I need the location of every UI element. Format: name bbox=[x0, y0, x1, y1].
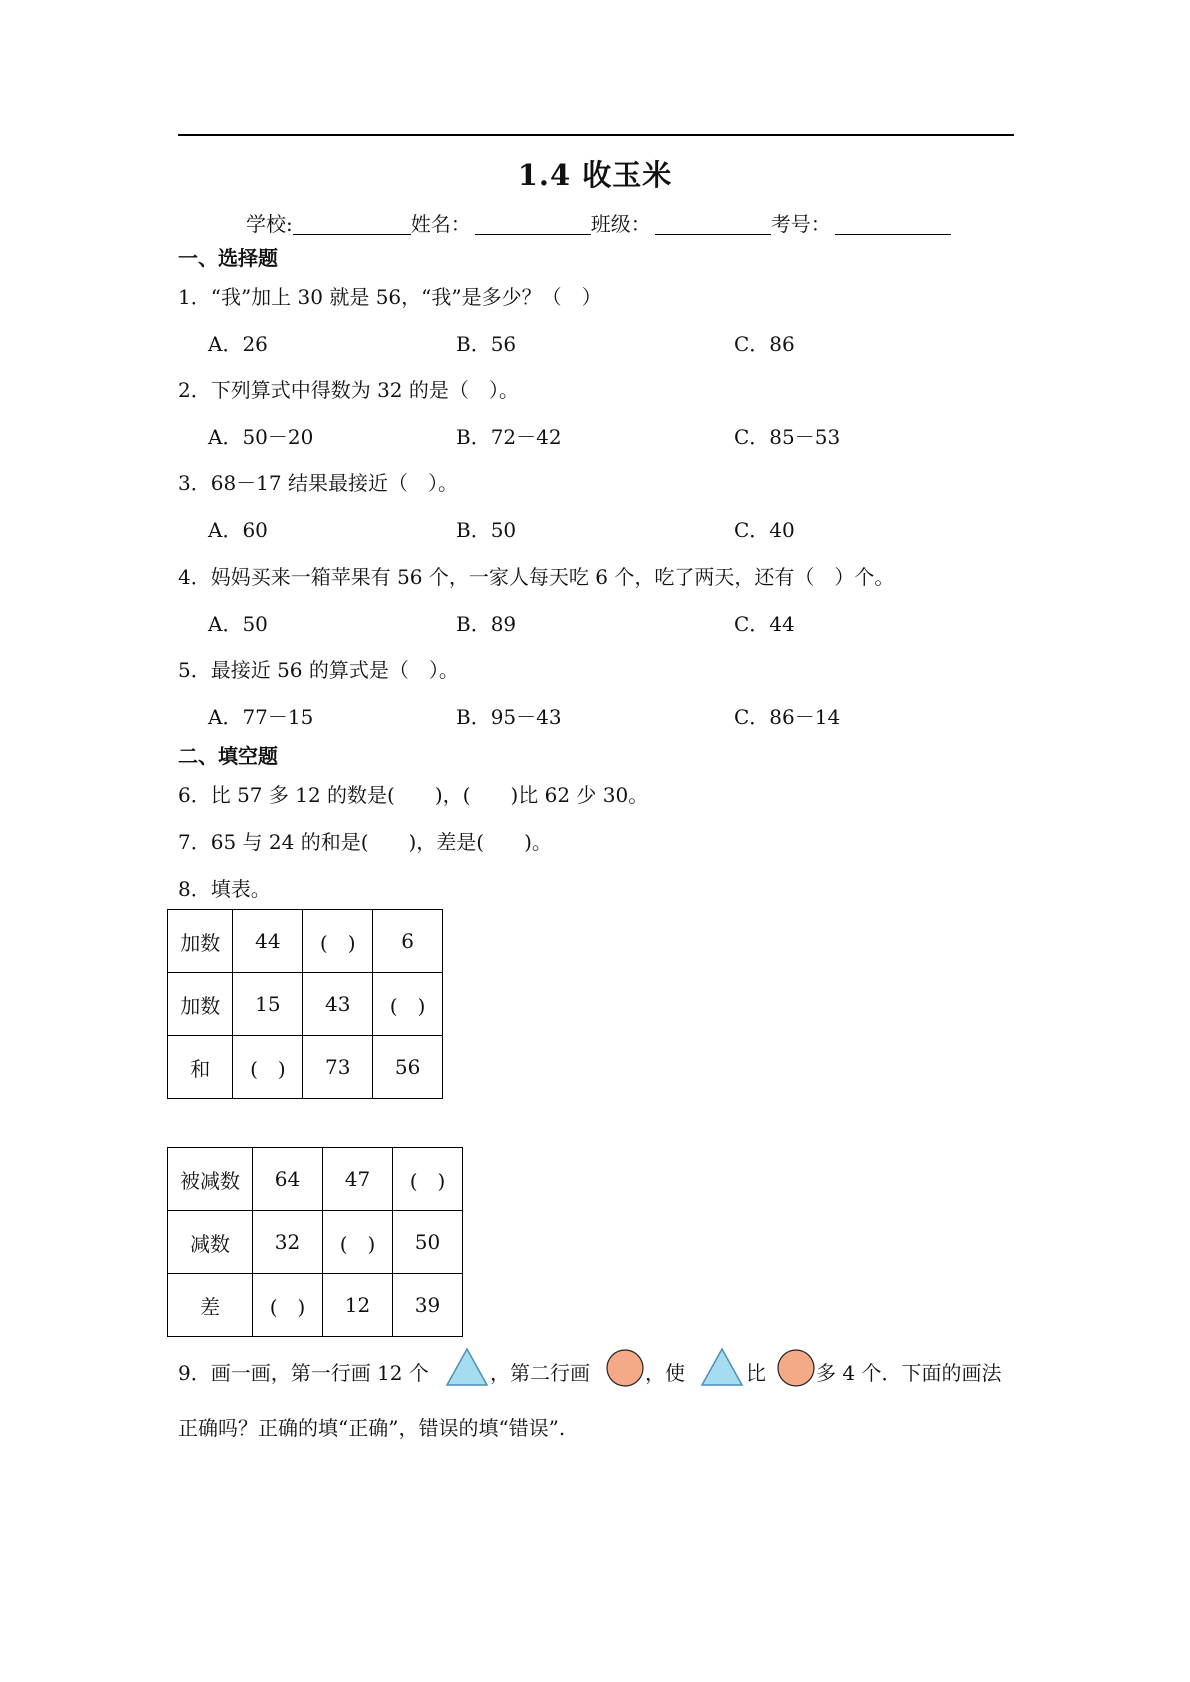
question-9-part3: ，使 bbox=[645, 1361, 685, 1385]
table-cell: 50 bbox=[392, 1211, 462, 1274]
q3-option-b[interactable]: B．50 bbox=[456, 518, 517, 542]
table-cell: 差 bbox=[168, 1274, 253, 1337]
q4-option-a[interactable]: A．50 bbox=[208, 612, 268, 636]
table-cell: 和 bbox=[168, 1036, 233, 1099]
question-9-part2: ，第二行画 bbox=[490, 1361, 590, 1385]
table-cell: 47 bbox=[323, 1148, 393, 1211]
table-cell: 44 bbox=[233, 910, 303, 973]
top-rule bbox=[178, 134, 1014, 136]
name-blank[interactable] bbox=[475, 212, 591, 235]
name-label: 姓名： bbox=[410, 212, 471, 236]
circle-icon bbox=[605, 1348, 645, 1388]
exam-blank[interactable] bbox=[835, 212, 951, 235]
circle-icon bbox=[776, 1348, 816, 1388]
question-6: 6．比 57 多 12 的数是( )，( )比 62 少 30。 bbox=[178, 783, 649, 807]
q2-option-a[interactable]: A．50－20 bbox=[208, 425, 314, 449]
table-cell-blank[interactable]: ( ) bbox=[253, 1274, 323, 1337]
school-label: 学校: bbox=[246, 212, 293, 236]
q4-option-b[interactable]: B．89 bbox=[456, 612, 517, 636]
question-4: 4．妈妈买来一箱苹果有 56 个，一家人每天吃 6 个，吃了两天，还有（ ）个。 bbox=[178, 565, 895, 589]
subtraction-table bbox=[167, 1147, 463, 1337]
q1-option-c[interactable]: C．86 bbox=[734, 332, 795, 356]
question-1: 1．“我”加上 30 就是 56，“我”是多少？（ ） bbox=[178, 285, 602, 309]
question-9-part4: 比 bbox=[746, 1361, 766, 1385]
question-9-line2: 正确吗？正确的填“正确”，错误的填“错误”. bbox=[178, 1416, 566, 1440]
exam-label: 考号： bbox=[770, 212, 831, 236]
q2-option-b[interactable]: B．72－42 bbox=[456, 425, 562, 449]
section-choice: 一、选择题 bbox=[178, 246, 278, 270]
q5-option-c[interactable]: C．86－14 bbox=[734, 705, 841, 729]
section-fill: 二、填空题 bbox=[178, 744, 278, 768]
student-info-line bbox=[246, 208, 951, 237]
table-cell: 6 bbox=[373, 910, 443, 973]
table-cell-blank[interactable]: ( ) bbox=[303, 910, 373, 973]
question-2: 2．下列算式中得数为 32 的是（ ）。 bbox=[178, 378, 519, 402]
table-cell: 12 bbox=[323, 1274, 393, 1337]
table-cell: 加数 bbox=[168, 910, 233, 973]
table-cell: 减数 bbox=[168, 1211, 253, 1274]
addition-table bbox=[167, 909, 443, 1099]
table-cell: 15 bbox=[233, 973, 303, 1036]
q1-option-a[interactable]: A．26 bbox=[208, 332, 268, 356]
table-cell-blank[interactable]: ( ) bbox=[392, 1148, 462, 1211]
table-cell-blank[interactable]: ( ) bbox=[373, 973, 443, 1036]
question-5: 5．最接近 56 的算式是（ ）。 bbox=[178, 658, 459, 682]
school-blank[interactable] bbox=[293, 212, 411, 235]
question-8: 8．填表。 bbox=[178, 877, 271, 901]
table-cell-blank[interactable]: ( ) bbox=[233, 1036, 303, 1099]
table-cell: 32 bbox=[253, 1211, 323, 1274]
question-9-part5: 多 4 个．下面的画法 bbox=[816, 1361, 1002, 1385]
page-title: 1.4 收玉米 bbox=[517, 158, 673, 192]
q1-option-b[interactable]: B．56 bbox=[456, 332, 517, 356]
triangle-icon bbox=[700, 1347, 744, 1387]
class-label: 班级： bbox=[590, 212, 651, 236]
table-cell-blank[interactable]: ( ) bbox=[323, 1211, 393, 1274]
table-cell: 39 bbox=[392, 1274, 462, 1337]
question-7: 7．65 与 24 的和是( )，差是( )。 bbox=[178, 830, 552, 854]
table-cell: 被减数 bbox=[168, 1148, 253, 1211]
table-cell: 加数 bbox=[168, 973, 233, 1036]
q2-option-c[interactable]: C．85－53 bbox=[734, 425, 841, 449]
q5-option-a[interactable]: A．77－15 bbox=[208, 705, 314, 729]
question-9-part1: 9．画一画，第一行画 12 个 bbox=[178, 1361, 429, 1385]
q5-option-b[interactable]: B．95－43 bbox=[456, 705, 562, 729]
q4-option-c[interactable]: C．44 bbox=[734, 612, 795, 636]
question-3: 3．68－17 结果最接近（ ）。 bbox=[178, 471, 458, 495]
table-cell: 64 bbox=[253, 1148, 323, 1211]
table-cell: 43 bbox=[303, 973, 373, 1036]
table-cell: 56 bbox=[373, 1036, 443, 1099]
triangle-icon bbox=[445, 1347, 489, 1387]
q3-option-c[interactable]: C．40 bbox=[734, 518, 795, 542]
table-cell: 73 bbox=[303, 1036, 373, 1099]
q3-option-a[interactable]: A．60 bbox=[208, 518, 268, 542]
class-blank[interactable] bbox=[655, 212, 771, 235]
